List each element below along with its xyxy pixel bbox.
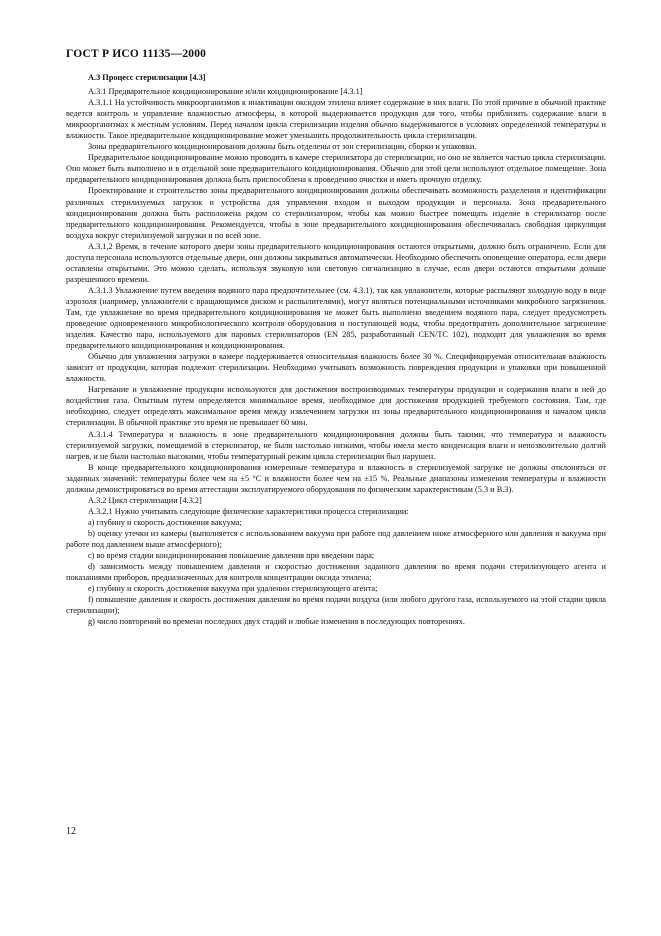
paragraph: Зоны предварительного кондиционирования должны быть отделены от зон стерилизации, сборки и упаковки. — [88, 142, 477, 152]
paragraph: А.3.2.1 Нужно учитывать следующие физические характеристики процесса стерилизации: — [88, 506, 409, 516]
paragraph: Проектирование и строительство зоны предварительного кондиционирования должны обеспечивать возможность разделения и идентификации различных стерилизуемых загрузок и устройства для управления входом и выходом продукции и персонала. Зона предварительного кондиционирования должна быть расположена рядом со стерилизатором, чтобы как можно быстрее помещать изделие в стерилизатор после предварительного кондиционирования. Рекомендуется, чтобы в зоне предварительного кондиционирования обеспечивалась свободная циркуляция воздуха вокруг стерилизуемой загрузки и по всей зоне. — [66, 186, 606, 240]
paragraph: А.3.1.4 Температура и влажность в зоне предварительного кондиционирования должны быть такими, что температура и влажность стерилизуемой загрузки, помещаемой в стерилизатор, не были настолько низкими, чтобы имела место конденсация влаги и непозволительно долгий нагрев, и не были настолько высокими, чтобы температурный режим цикла стерилизации был нарушен. — [66, 429, 606, 461]
paragraph: В конце предварительного кондиционирования измеренные температура и влажность в стерилизуемой загрузке не должны отклоняться от заданных значений: температуры более чем на ±5 °С и влажности более чем на ±15 %. Реальные диапазоны изменения температуры и влажности должны демонстрироваться во время аттестации эксплуатируемого оборудования по физическим характеристикам (5.3 и В.3). — [66, 462, 606, 494]
section-title: А.3 Процесс стерилизации [4.3] — [88, 73, 206, 82]
list-item: d) зависимость между повышением давления и скоростью достижения заданного давления во время подачи стерилизующего агента и показаниями приборов, предназначенных для контроля концентрации оксида этилена; — [66, 562, 606, 583]
list-item: g) число повторений во времени последних двух стадий и любые изменения в последующих повторениях. — [88, 617, 465, 627]
paragraph: А.3.1.1 На устойчивость микроорганизмов к инактивации оксидом этилена влияет содержание в них влаги. По этой причине в обычной практике ведется контроль и управление влажностью атмосферы, в которой выдерживается продукция для того, чтобы приблизить содержание влаги в микроорганизмах к местным условиям. Перед началом цикла стерилизации изделия обычно выдерживаются в условиях определенной температуры и влажности. Такое предварительное кондиционирование может уменьшить продолжительность цикла стерилизации. — [66, 98, 606, 141]
paragraph: А.3.1 Предварительное кондиционирование и/или кондиционирование [4.3.1] — [88, 87, 363, 97]
paragraph: А.3.1,2 Время, в течение которого двери зоны предварительного кондиционирования остаются открытыми, должно быть ограничено. Если для доступа персонала используются отдельные двери, они должны закрываться автоматически. Необходимо обеспечить оповещение оператора, если двери оставлены открытыми. Это можно сделать, используя звуковую или световую сигнализацию в случае, если двери остаются открытыми дольше разрешенного времени. — [66, 241, 607, 284]
paragraph: А.3.2 Цикл стерилизации [4.3.2] — [88, 495, 202, 505]
document-body — [66, 72, 606, 627]
page-number: 12 — [66, 826, 76, 837]
paragraph: Обычно для увлажнения загрузки в камере поддерживается относительная влажность более 30 %. Специфицируемая относительная влажность зависит от продукции, которая подлежит стерилизации. Необходимо учитывать возможность повреждения продукции и упаковки при повышенной влажности. — [66, 352, 606, 384]
list-item: е) глубину и скорость достижения вакуума при удалении стерилизующего агента; — [88, 584, 378, 594]
list-item: f) повышение давления и скорость достижения давления во время подачи воздуха (или любого другого газа, используемого на этой стадии цикла стерилизации); — [66, 595, 606, 616]
list-item: с) во время стадии кондиционирования повышение давления при введении пара; — [88, 551, 375, 561]
paragraph: Предварительное кондиционирование можно проводить в камере стерилизатора до стерилизации, но оно не является частью цикла стерилизации. Оно может быть выполнено и в отдельной зоне предварительного кондиционирования. Обычно для этой цели используют отдельное помещение. Зона предварительного кондиционирования должна быть приспособлена к проведению очистки и иметь прочную отделку. — [66, 153, 606, 185]
paragraph: А.3.1.3 Увлажнение путем введения водяного пара предпочтительнее (см. 4.3.1), так как увлажнители, которые распыляют холодную воду в виде аэрозоля (например, увлажнители с вращающимся диском и распылителями), могут являться потенциальными источниками микробного загрязнения. Там, где увлажнение во время предварительного кондиционирования не может быть выполнено введением водяного пара, следует предусмотреть проведение одновременного микробиологического контроля оборудования и поступающей воды, чтобы предотвратить дополнительное загрязнение изделия. Качество пара, используемого для паровых стерилизаторов (EN 285, разработанный CEN/TC 102), подходит для увлажнения во время предварительного кондиционирования и кондиционирования. — [66, 285, 606, 351]
list-item: а) глубину и скорость достижения вакуума; — [88, 517, 242, 527]
document-header: ГОСТ Р ИСО 11135—2000 — [66, 48, 207, 60]
paragraph: Нагревание и увлажнение продукции используются для достижения воспроизводимых температуры продукции и содержания влаги в ней до воздействия газа. Опытным путем определяется минимальное время, необходимое для достижения продукцией требуемого состояния. Там, где необходимо, следует определять максимальное время между извлечением загрузки из зоны предварительного кондиционирования и началом цикла стерилизации. В обычной практике это время не превышает 60 мин. — [66, 385, 606, 428]
list-item: b) оценку утечки из камеры (выполняется с использованием вакуума при работе под давлением ниже атмосферного или давления и вакуума при работе под давлением выше атмосферного); — [66, 528, 606, 549]
